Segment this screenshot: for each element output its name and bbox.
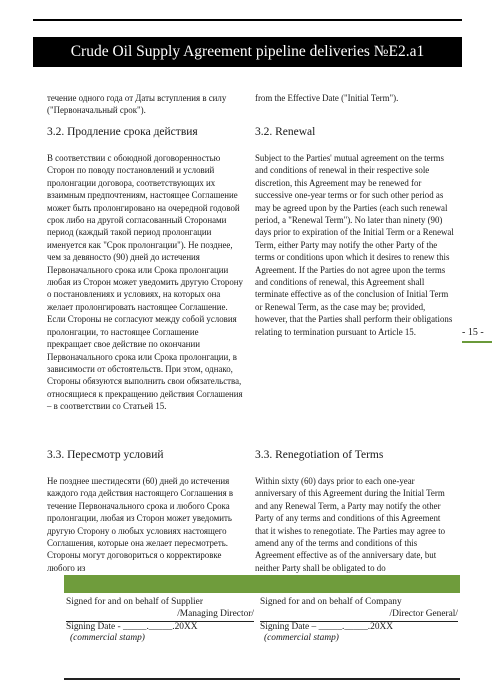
en-section-3-2-body bbox=[255, 152, 455, 338]
en-section-3-3-text: Within sixty (60) days prior to each one-year anniversary of this Agreement during the Initial Term and any Renewal Term, a Party may notify the other Party of any terms and conditions of this Agreement that it wishes to renegotiate. The Parties may agree to amend any of the terms and conditions of this Agreement effective as of the anniversary date, but neither Party shall be obligated to do bbox=[255, 476, 446, 573]
en-section-3-3-body bbox=[255, 475, 455, 574]
en-section-3-2 bbox=[255, 125, 455, 139]
ru-section-3-3-body bbox=[47, 475, 243, 574]
company-signature-block bbox=[260, 597, 458, 645]
ru-section-3-2-body bbox=[47, 152, 243, 413]
en-section-3-2-text: Subject to the Parties' mutual agreement on the terms and conditions of renewal in their respective sole discretion, this Agreement may be renewed for successive one-year terms or for such other period as may be agreed upon by the Parties (each such renewal period, a "Renewal Term"). No later than ninety (90) days prior to expiration of the Initial Term or a Renewal Term, either Party may notify the other Party of the terms or conditions upon which it desires to renew this Agreement. If the Parties do not agree upon the terms and conditions of renewal, this Agreement shall terminate effective as of the conclusion of Initial Term or Renewal Term, as the case may be; provided, however, that the Parties shall perform their obligations relating to termination pursuant to Article 15. bbox=[255, 153, 454, 337]
en-intro-text: from the Effective Date ("Initial Term"). bbox=[255, 93, 399, 103]
ru-intro bbox=[47, 92, 243, 117]
ru-intro-text: течение одного года от Даты вступления в силу ("Первоначальный срок"). bbox=[47, 93, 227, 116]
company-signed-label: Signed for and on behalf of Company bbox=[260, 597, 402, 607]
ru-section-3-3 bbox=[47, 448, 243, 462]
company-signing-date: Signing Date – _____._____.20XX bbox=[260, 621, 394, 632]
company-role: /Director General/ bbox=[260, 609, 458, 622]
page-number: - 15 - bbox=[462, 327, 484, 338]
en-section-3-2-heading: 3.2. Renewal bbox=[255, 126, 316, 138]
ru-section-3-2-heading: 3.2. Продление срока действия bbox=[47, 126, 198, 138]
top-rule bbox=[33, 19, 462, 21]
ru-section-3-3-text: Не позднее шестидесяти (60) дней до истечения каждого года действия настоящего Соглашения в течение Первоначального срока и любого Срока пролонгации, любая из Сторон может уведомить другую Сторону о любых условиях настоящего Соглашения, которые она желает пересмотреть. Стороны могут договориться о корректировке любого из bbox=[47, 476, 234, 573]
supplier-signed-label: Signed for and on behalf of Supplier bbox=[66, 597, 203, 607]
en-section-3-3 bbox=[255, 448, 455, 462]
supplier-signature-block bbox=[66, 597, 254, 645]
ru-section-3-2-text: В соответствии с обоюдной договоренностью Сторон по поводу постановлений и условий пролонгации договора, соответствующих их взаимным предпочтениям, настоящее Соглашение может быть пролонгировано на очередной годовой срок либо на другой согласованный Сторонами период (каждый такой период пролонгации именуется как "Срок пролонгации"). Не позднее, чем за девяносто (90) дней до истечения Первоначального срока или Срока пролонгации любая из Сторон может уведомить другую Сторону о постановлениях и условиях, на которых она желает пролонгировать настоящее Соглашение. Если Стороны не согласуют между собой условия пролонгации, то настоящее Соглашение прекращает свое действие по окончании Первоначального срока или Срока пролонгации, в зависимости от обстоятельств. При этом, однако, Стороны обязуются выполнить свои обязательства, относящиеся к прекращению действия Соглашения – в соответствии со Статьей 15. bbox=[47, 153, 243, 412]
en-section-3-3-heading: 3.3. Renegotiation of Terms bbox=[255, 449, 384, 461]
ru-section-3-2 bbox=[47, 125, 243, 139]
signature-footer bbox=[64, 575, 460, 680]
en-intro bbox=[255, 92, 455, 104]
footer-green-band bbox=[64, 575, 460, 593]
supplier-signing-date: Signing Date - _____._____.20XX bbox=[66, 621, 198, 632]
supplier-stamp-label: (commercial stamp) bbox=[70, 633, 145, 644]
document-title: Crude Oil Supply Agreement pipeline deliveries №E2.a1 bbox=[33, 37, 462, 67]
company-stamp-label: (commercial stamp) bbox=[264, 633, 339, 644]
page-number-rule bbox=[462, 341, 492, 343]
ru-section-3-3-heading: 3.3. Пересмотр условий bbox=[47, 449, 164, 461]
supplier-role: /Managing Director/ bbox=[66, 609, 254, 622]
